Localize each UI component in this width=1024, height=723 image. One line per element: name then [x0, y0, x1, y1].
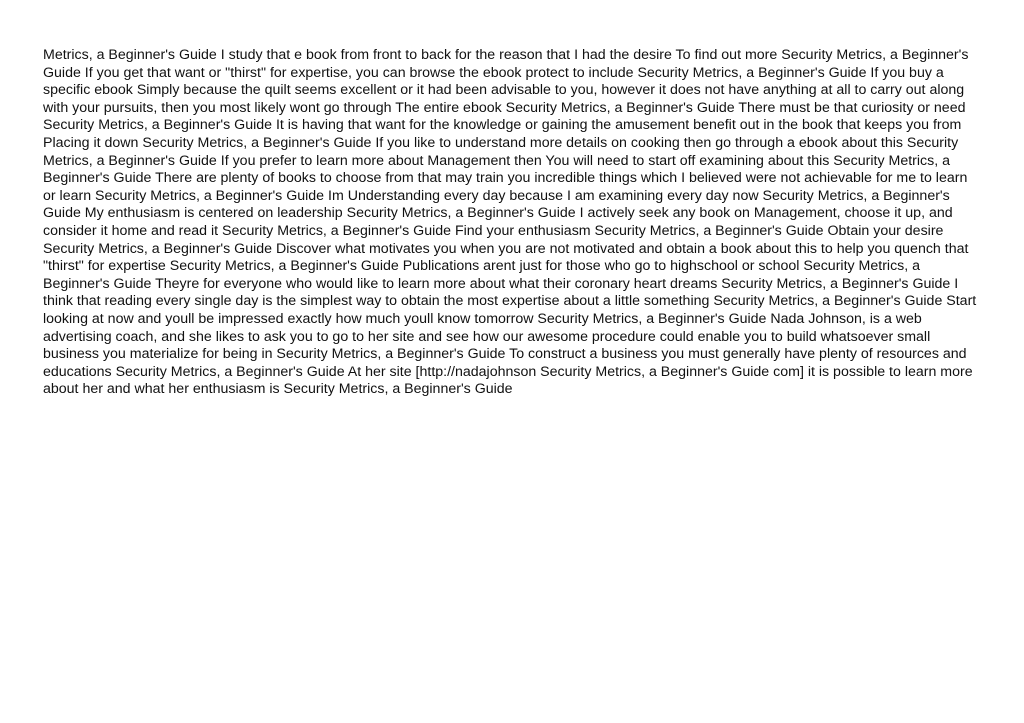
body-paragraph: Metrics, a Beginner's Guide I study that e book from front to back for the reason that I had the desire To find out more Security Metrics, a Beginner's Guide If you get that want or "thirst" for expertise, you can browse the ebook protect to include Security Metrics, a Beginner's Guide If you buy a specific ebook Simply because the quilt seems excellent or it had been advisable to you, however it does not have anything at all to carry out along with your pursuits, then you most likely wont go through The entire ebook Security Metrics, a Beginner's Guide There must be that curiosity or need Security Metrics, a Beginner's Guide It is having that want for the knowledge or gaining the amusement benefit out in the book that keeps you from Placing it down Security Metrics, a Beginner's Guide If you like to understand more details on cooking then go through a ebook about this Security Metrics, a Beginner's Guide If you prefer to learn more about Management then You will need to start off examining about this Security Metrics, a Beginner's Guide There are plenty of books to choose from that may train you incredible things which I believed were not achievable for me to learn or learn Security Metrics, a Beginner's Guide Im Understanding every day because I am examining every day now Security Metrics, a Beginner's Guide My enthusiasm is centered on leadership Security Metrics, a Beginner's Guide I actively seek any book on Management, choose it up, and consider it home and read it Security Metrics, a Beginner's Guide Find your enthusiasm Security Metrics, a Beginner's Guide Obtain your desire Security Metrics, a Beginner's Guide Discover what motivates you when you are not motivated and obtain a book about this to help you quench that "thirst" for expertise Security Metrics, a Beginner's Guide Publications arent just for those who go to highschool or school Security Metrics, a Beginner's Guide Theyre for everyone who would like to learn more about what their coronary heart dreams Security Metrics, a Beginner's Guide I think that reading every single day is the simplest way to obtain the most expertise about a little something Security Metrics, a Beginner's Guide Start looking at now and youll be impressed exactly how much youll know tomorrow Security Metrics, a Beginner's Guide Nada Johnson, is a web advertising coach, and she likes to ask you to go to her site and see how our awesome procedure could enable you to build whatsoever small business you materialize for being in Security Metrics, a Beginner's Guide To construct a business you must generally have plenty of resources and educations Security Metrics, a Beginner's Guide At her site [http://nadajohnson Security Metrics, a Beginner's Guide com] it is possible to learn more about her and what her enthusiasm is Security Metrics, a Beginner's Guide [43, 47, 977, 398]
